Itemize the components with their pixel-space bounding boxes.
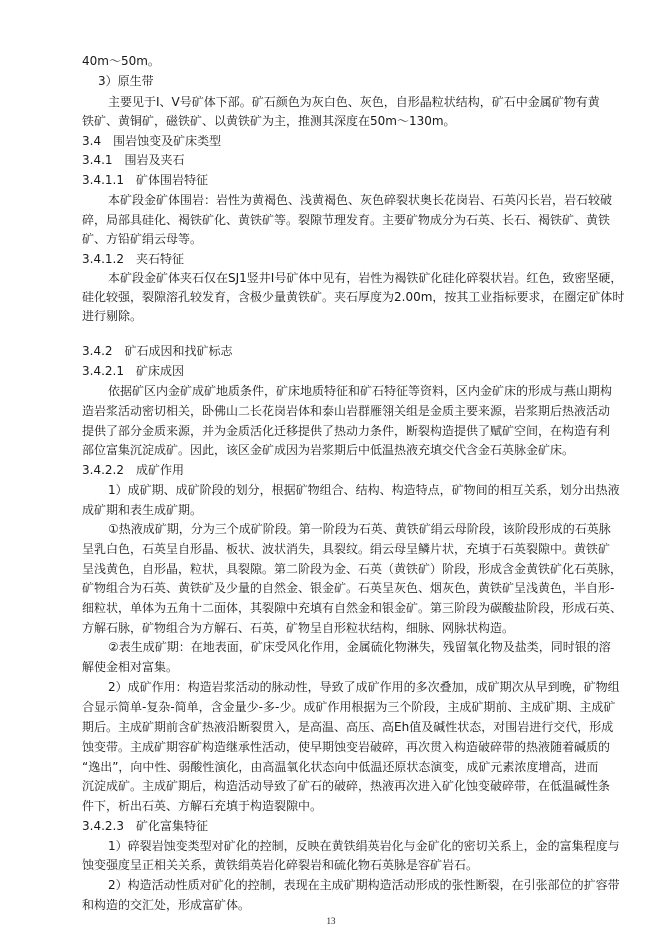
paragraph-line: 铁矿、黄铜矿，磁铁矿、以黄铁矿为主，推测其深度在50m～130m。 [82, 114, 456, 128]
section-heading: 3.4.2.2 成矿作用 [82, 463, 184, 477]
paragraph-line: 造岩浆活动密切相关，卧佛山二长花岗岩体和泰山岩群雁翎关组是金质主要来源，岩浆期后热液活动 [82, 404, 611, 418]
paragraph-line: 呈浅黄色，自形晶，粒状，具裂隙。第二阶段为金、石英（黄铁矿）阶段，形成含金黄铁矿化石英脉， [82, 562, 623, 576]
section-heading: 3.4.1.1 矿体围岩特征 [82, 173, 208, 187]
page-number: 13 [326, 916, 336, 926]
paragraph-line: 本矿段金矿体围岩：岩性为黄褐色、浅黄褐色、灰色碎裂状奥长花岗岩、石英闪长岩，岩石较破 [108, 193, 613, 207]
section-heading: 3.4.2.3 矿化富集特征 [82, 819, 208, 833]
paragraph-line: 部位富集沉淀成矿。因此，该区金矿成因为岩浆期后中低温热液充填交代含金石英脉金矿床。 [82, 443, 575, 457]
paragraph-line: “逸出”，向中性、弱酸性演化，由高温氧化状态向中低温还原状态演变，成矿元素浓度增高，进而 [82, 760, 599, 774]
section-heading: 3.4.2.1 矿床成因 [82, 364, 184, 378]
paragraph-line: 沉淀成矿。主成矿期后，构造活动导致了矿石的破碎，热液再次进入矿化蚀变破碎带，在低温碱性条 [82, 779, 611, 793]
paragraph-line: ②表生成矿期：在地表面，矿床受风化作用，金属硫化物淋失，残留氧化物及盐类，同时银的溶 [108, 640, 611, 654]
paragraph-line: ①热液成矿期，分为三个成矿阶段。第一阶段为石英、黄铁矿绢云母阶段，该阶段形成的石英脉 [108, 522, 611, 536]
section-heading: 3.4.1 围岩及夹石 [82, 153, 185, 167]
paragraph-line: 2）构造活动性质对矿化的控制，表现在主成矿期构造活动形成的张性断裂，在引张部位的扩容带 [108, 878, 620, 892]
paragraph-line: 矿、方铅矿绢云母等。 [82, 232, 203, 246]
paragraph-line: 硅化较强，裂隙溶孔较发育，含极少量黄铁矿。夹石厚度为2.00m，按其工业指标要求，在圈定矿体时 [82, 290, 625, 304]
paragraph-line: 蚀变强度呈正相关关系，黄铁绢英岩化碎裂岩和硫化物石英脉是容矿岩石。 [82, 858, 479, 872]
paragraph-line: 期后。主成矿期前含矿热液沿断裂贯入，是高温、高压、高Eh值及碱性状态，对围岩进行交代，形成 [82, 720, 614, 734]
paragraph-line: 合显示简单-复杂-简单，含金量少-多-少。成矿作用根据为三个阶段，主成矿期前、主成矿期、主成矿 [82, 700, 616, 714]
paragraph-line: 碎，局部具硅化、褐铁矿化、黄铁矿等。裂隙节理发育。主要矿物成分为石英、长石、褐铁矿、黄铁 [82, 213, 611, 227]
section-heading: 3.4.2 矿石成因和找矿标志 [82, 344, 233, 358]
paragraph-line: 1）成矿期、成矿阶段的划分，根据矿物组合、结构、构造特点，矿物间的相互关系，划分出热液 [108, 483, 620, 497]
paragraph-line: 主要见于Ⅰ、Ⅴ号矿体下部。矿石颜色为灰白色、灰色，自形晶粒状结构，矿石中金属矿物有黄 [108, 95, 600, 109]
paragraph-line: 2）成矿作用：构造岩浆活动的脉动性，导致了成矿作用的多次叠加，成矿期次从早到晚，矿物组 [108, 680, 620, 694]
paragraph-line: 矿物组合为石英、黄铁矿及少量的自然金、银金矿。石英呈灰色、烟灰色，黄铁矿呈浅黄色，半自形- [82, 581, 615, 595]
paragraph-line: 1）碎裂岩蚀变类型对矿化的控制，反映在黄铁绢英岩化与金矿化的密切关系上，金的富集程度与 [108, 839, 620, 853]
paragraph-line: 解使金相对富集。 [82, 660, 179, 674]
paragraph-line: 依据矿区内金矿成矿地质条件，矿床地质特征和矿石特征等资料，区内金矿床的形成与燕山期构 [108, 384, 613, 398]
paragraph-line: 细粒状，单体为五角十二面体，其裂隙中充填有自然金和银金矿。第三阶段为碳酸盐阶段，形成石英、 [82, 601, 623, 615]
section-heading: 3.4.1.2 夹石特征 [82, 252, 184, 266]
text-line: 40m～50m。 [82, 54, 160, 68]
paragraph-line: 呈乳白色，石英呈自形晶、板状、波状消失，具裂纹。绢云母呈鳞片状，充填于石英裂隙中。黄铁矿 [82, 542, 611, 556]
paragraph-line: 进行剔除。 [82, 309, 143, 323]
paragraph-line: 提供了部分金质来源，并为金质活化迁移提供了热动力条件，断裂构造提供了赋矿空间，在构造有利 [82, 424, 611, 438]
paragraph-line: 和构造的交汇处，形成富矿体。 [82, 898, 251, 912]
section-heading: 3.4 围岩蚀变及矿床类型 [82, 134, 222, 148]
paragraph-line: 蚀变带。主成矿期容矿构造继承性活动，使早期蚀变岩破碎，再次贯入构造破碎带的热液随着碱质的 [82, 740, 611, 754]
paragraph-line: 本矿段金矿体夹石仅在SJ1竖井Ⅰ号矿体中见有，岩性为褐铁矿化硅化碎裂状岩。红色，致密坚硬， [108, 271, 623, 285]
paragraph-line: 方解石脉，矿物组合为方解石、石英，矿物呈自形粒状结构，细脉、网脉状构造。 [82, 621, 515, 635]
subheading: 3）原生带 [98, 74, 154, 88]
paragraph-line: 成矿期和表生成矿期。 [82, 503, 203, 517]
paragraph-line: 件下，析出石英、方解石充填于构造裂隙中。 [82, 799, 323, 813]
